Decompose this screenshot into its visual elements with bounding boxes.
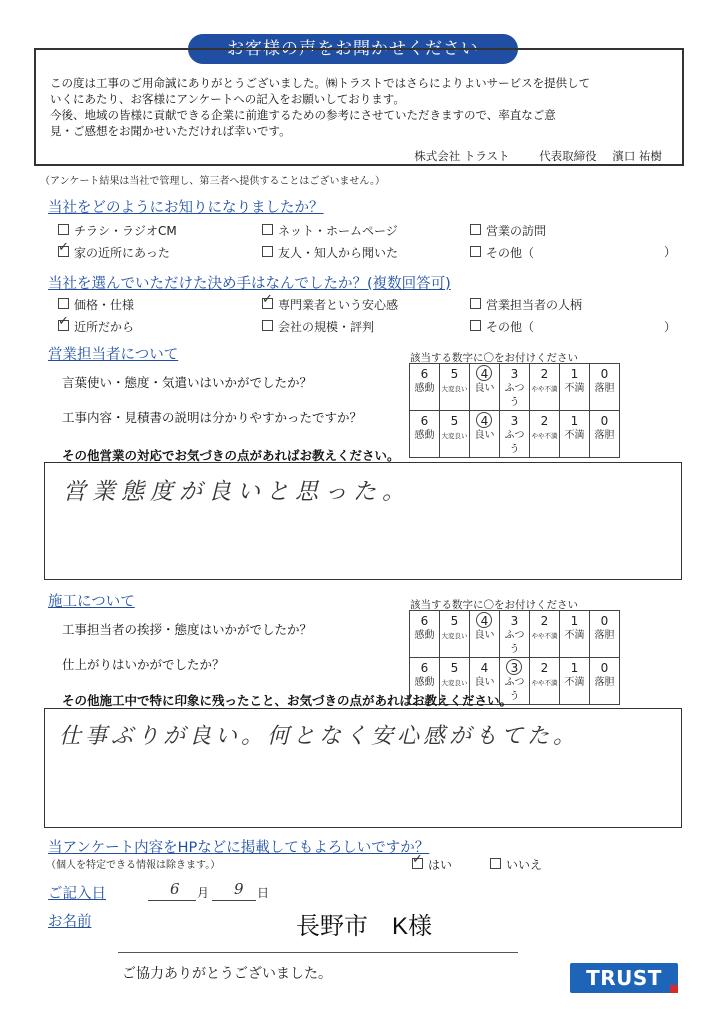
construction-q2-text: 仕上がりはいかがでしたか？	[62, 657, 225, 672]
rating-label: やや不満	[531, 385, 558, 393]
privacy-note: （アンケート結果は当社で管理し、第三者へ提供することはございません。）	[40, 176, 385, 187]
rating-label: 不満	[564, 677, 585, 688]
rating-cell[interactable]	[590, 364, 620, 411]
date-month-value: 6	[170, 880, 180, 898]
date-label: ご記入日	[48, 886, 106, 902]
rating-number: 1	[570, 614, 579, 628]
publish-no-label: いいえ	[506, 858, 543, 872]
q1-option-checkbox[interactable]	[58, 224, 69, 235]
rating-label: やや不満	[531, 632, 558, 640]
rating-number: 0	[600, 414, 609, 428]
q1-option-checkbox[interactable]	[470, 224, 481, 235]
publish-no-option[interactable]	[490, 856, 542, 873]
construction-comment-text: 仕事ぶりが良い。何となく安心感がもてた。	[59, 724, 580, 749]
date-day-unit: 日	[257, 886, 270, 900]
q1-option-checkbox[interactable]	[470, 246, 481, 257]
rating-number: 4	[480, 661, 489, 675]
rating-label: ふつう	[504, 677, 525, 702]
rating-number: 6	[420, 614, 429, 628]
q1-option-label: 家の近所にあった	[74, 246, 170, 260]
rating-number: 6	[420, 661, 429, 675]
rating-cell[interactable]	[530, 364, 560, 411]
sales-comment-box[interactable]	[44, 462, 682, 580]
rating-number: 4	[480, 367, 489, 381]
q1-option-checkbox[interactable]	[262, 246, 273, 257]
intro-line-4: 見・ご感想をお聞かせいただければ幸いです。	[50, 124, 291, 138]
rating-cell[interactable]	[530, 411, 560, 458]
rating-label: 落胆	[594, 430, 615, 441]
thanks-message: ご協力ありがとうございました。	[122, 966, 332, 982]
publish-yes-option[interactable]	[412, 856, 452, 873]
rating-cell[interactable]	[440, 411, 470, 458]
q2-option-label: その他（	[486, 320, 535, 334]
rating-cell[interactable]	[410, 364, 440, 411]
rating-label: やや不満	[531, 432, 558, 440]
rating-selected-circle	[476, 412, 492, 428]
q1-option-checkbox[interactable]	[262, 224, 273, 235]
rating-cell[interactable]	[590, 411, 620, 458]
q1-option-label: その他（	[486, 246, 535, 260]
construction-q1-text: 工事担当者の挨拶・態度はいかがでしたか？	[62, 622, 313, 637]
representative-title: 代表取締役	[539, 149, 597, 163]
rating-number: 6	[420, 367, 429, 381]
q2-option-checkbox[interactable]	[262, 298, 273, 309]
q2-title: 当社を選んでいただけた決め手はなんでしたか？(複数回答可)	[48, 276, 451, 292]
date-day-field[interactable]	[212, 880, 256, 901]
q1-title: 当社をどのようにお知りになりましたか？	[48, 200, 324, 216]
rating-number: 0	[600, 614, 609, 628]
publish-question: 当アンケート内容をHPなどに掲載してもよろしいですか？	[48, 840, 430, 856]
sales-rating-grid	[409, 363, 620, 458]
intro-line-3: 今後、地域の皆様に貢献できる企業に前進するための参考にさせていただきますので、率直なご意	[50, 108, 556, 122]
rating-label: 良い	[474, 677, 495, 688]
rating-label: 良い	[474, 383, 495, 394]
publish-yes-checkbox[interactable]	[412, 858, 423, 869]
rating-label: 感動	[414, 430, 435, 441]
rating-number: 3	[510, 414, 519, 428]
rating-number: 2	[540, 367, 549, 381]
q2-option-label: 専門業者という安心感	[278, 298, 399, 312]
rating-number: 5	[450, 367, 459, 381]
rating-label: ふつう	[504, 383, 525, 408]
q2-option-checkbox[interactable]	[58, 298, 69, 309]
rating-number: 2	[540, 661, 549, 675]
rating-cell[interactable]	[470, 411, 500, 458]
rating-cell[interactable]	[500, 611, 530, 658]
rating-cell[interactable]	[470, 364, 500, 411]
q2-option-label: 価格・仕様	[74, 298, 135, 312]
rating-label: 良い	[474, 430, 495, 441]
rating-label: 大変良い	[441, 679, 468, 687]
rating-number: 2	[540, 614, 549, 628]
rating-cell[interactable]	[440, 364, 470, 411]
rating-label: 不満	[564, 430, 585, 441]
q2-option[interactable]	[470, 296, 582, 313]
construction-comment-prompt: その他施工中で特に印象に残ったこと、お気づきの点があればお教えください。	[62, 693, 513, 708]
rating-label: 不満	[564, 383, 585, 394]
q2-option[interactable]	[262, 318, 374, 335]
rating-label: 落胆	[594, 383, 615, 394]
q2-option-label: 会社の規模・評判	[278, 320, 375, 334]
customer-name: 長野市 K様	[296, 913, 433, 940]
construction-scale-instruction: 該当する数字に〇をお付けください	[410, 599, 578, 611]
q1-option[interactable]	[470, 244, 534, 261]
sales-q1-text: 言葉使い・態度・気遣いはいかがでしたか？	[62, 375, 313, 390]
q1-option[interactable]	[58, 244, 170, 261]
rating-label: ふつう	[504, 430, 525, 455]
rating-number: 5	[450, 614, 459, 628]
q1-option-label: 友人・知人から聞いた	[278, 246, 399, 260]
rating-number: 3	[510, 367, 519, 381]
construction-comment-box[interactable]	[44, 708, 682, 828]
q1-close-paren: ）	[664, 245, 677, 259]
rating-label: やや不満	[531, 679, 558, 687]
trust-logo: TRUST	[570, 963, 678, 993]
rating-label: 落胆	[594, 677, 615, 688]
rating-cell[interactable]	[500, 364, 530, 411]
q2-option[interactable]	[58, 318, 134, 335]
construction-section-title: 施工について	[48, 594, 135, 610]
q1-option[interactable]	[58, 222, 177, 239]
q2-option[interactable]	[262, 296, 398, 313]
q2-option[interactable]	[470, 318, 534, 335]
q1-option-label: チラシ・ラジオCM	[74, 224, 177, 238]
rating-label: 大変良い	[441, 385, 468, 393]
rating-selected-circle	[506, 659, 522, 675]
name-label: お名前	[48, 914, 92, 930]
rating-number: 3	[510, 614, 519, 628]
publish-note: （個人を特定できる情報は除きます。）	[46, 860, 221, 871]
rating-label: ふつう	[504, 630, 525, 655]
representative-name: 濱口 祐樹	[612, 149, 662, 163]
rating-cell[interactable]	[560, 411, 590, 458]
date-month-field[interactable]	[148, 880, 196, 901]
rating-number: 3	[510, 661, 519, 675]
rating-cell[interactable]	[590, 611, 620, 658]
sales-comment-prompt: その他営業の対応でお気づきの点があればお教えください。	[62, 448, 400, 463]
date-day-value: 9	[234, 880, 244, 898]
q1-option[interactable]	[470, 222, 546, 239]
intro-box	[34, 48, 684, 166]
rating-cell[interactable]	[560, 364, 590, 411]
rating-label: 良い	[474, 630, 495, 641]
rating-cell[interactable]	[560, 611, 590, 658]
rating-selected-circle	[476, 612, 492, 628]
rating-label: 感動	[414, 630, 435, 641]
sales-scale-instruction: 該当する数字に〇をお付けください	[410, 352, 578, 364]
rating-cell[interactable]	[530, 611, 560, 658]
rating-number: 5	[450, 661, 459, 675]
q1-option-checkbox[interactable]	[58, 246, 69, 257]
rating-cell[interactable]	[470, 611, 500, 658]
rating-number: 5	[450, 414, 459, 428]
q2-option-checkbox[interactable]	[470, 320, 481, 331]
company-name: 株式会社 トラスト	[414, 149, 510, 163]
rating-label: 落胆	[594, 630, 615, 641]
rating-number: 1	[570, 661, 579, 675]
rating-number: 4	[480, 614, 489, 628]
rating-label: 大変良い	[441, 432, 468, 440]
rating-cell[interactable]	[440, 611, 470, 658]
rating-number: 6	[420, 414, 429, 428]
sales-section-title: 営業担当者について	[48, 347, 179, 363]
rating-number: 2	[540, 414, 549, 428]
intro-line-1: この度は工事のご用命誠にありがとうございました。㈱トラストではさらによりよいサービスを提供して	[50, 76, 591, 90]
q2-option-label: 近所だから	[74, 320, 135, 334]
q2-close-paren: ）	[664, 320, 677, 334]
sales-rating-table	[409, 363, 620, 458]
sales-comment-text: 営業態度が良いと思った。	[63, 479, 411, 505]
rating-label: 感動	[414, 677, 435, 688]
rating-cell[interactable]	[410, 611, 440, 658]
q2-option-label: 営業担当者の人柄	[486, 298, 583, 312]
rating-selected-circle	[476, 365, 492, 381]
rating-number: 0	[600, 661, 609, 675]
q1-option[interactable]	[262, 222, 398, 239]
rating-cell[interactable]	[590, 658, 620, 705]
sales-q2-text: 工事内容・見積書の説明は分かりやすかったですか？	[62, 410, 363, 425]
rating-cell[interactable]	[410, 411, 440, 458]
survey-title-banner: お客様の声をお聞かせください	[188, 34, 518, 64]
q2-option-checkbox[interactable]	[262, 320, 273, 331]
publish-yes-label: はい	[428, 858, 453, 872]
rating-cell[interactable]	[530, 658, 560, 705]
rating-number: 1	[570, 367, 579, 381]
rating-number: 0	[600, 367, 609, 381]
q1-option[interactable]	[262, 244, 398, 261]
rating-label: 不満	[564, 630, 585, 641]
name-underline	[118, 952, 518, 953]
date-month-unit: 月	[197, 886, 210, 900]
publish-no-checkbox[interactable]	[490, 858, 501, 869]
rating-cell[interactable]	[560, 658, 590, 705]
q2-option[interactable]	[58, 296, 134, 313]
rating-label: 大変良い	[441, 632, 468, 640]
rating-cell[interactable]	[500, 411, 530, 458]
rating-number: 1	[570, 414, 579, 428]
q2-option-checkbox[interactable]	[470, 298, 481, 309]
q1-option-label: ネット・ホームページ	[278, 224, 398, 238]
rating-label: 感動	[414, 383, 435, 394]
q2-option-checkbox[interactable]	[58, 320, 69, 331]
rating-number: 4	[480, 414, 489, 428]
intro-line-2: いくにあたり、お客様にアンケートへの記入をお願いしております。	[50, 92, 405, 106]
q1-option-label: 営業の訪問	[486, 224, 547, 238]
signature	[402, 148, 662, 164]
